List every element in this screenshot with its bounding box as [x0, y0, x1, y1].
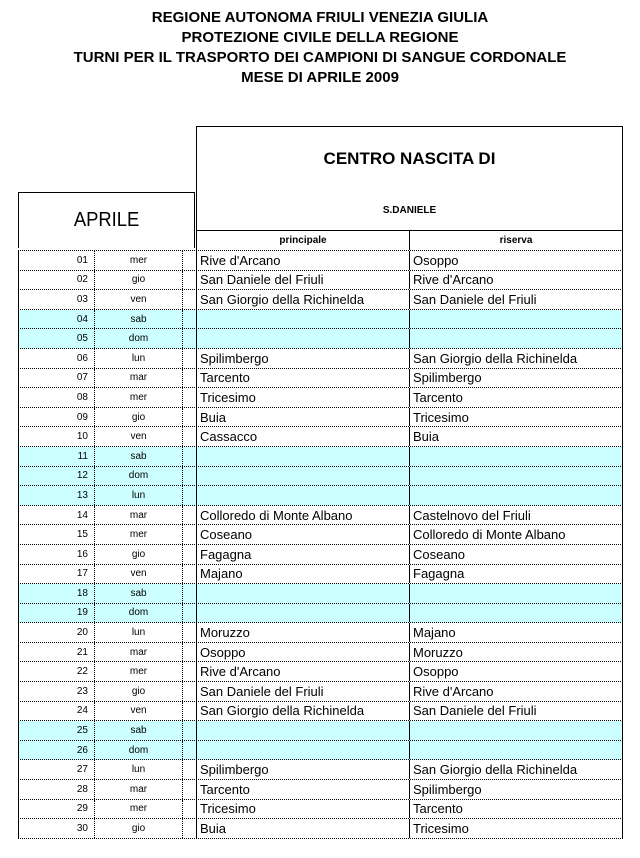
principale-cell: Colloredo di Monte Albano — [196, 506, 409, 525]
day-cell: 02 — [18, 271, 94, 290]
day-cell: 12 — [18, 467, 94, 486]
day-cell: 27 — [18, 760, 94, 779]
principale-cell: San Giorgio della Richinelda — [196, 702, 409, 721]
day-cell: 23 — [18, 682, 94, 701]
table-row — [18, 565, 623, 585]
spacer-cell — [182, 427, 196, 446]
spacer-cell — [182, 525, 196, 544]
day-cell: 05 — [18, 329, 94, 348]
centro-nascita-title: CENTRO NASCITA DI — [323, 149, 496, 168]
weekday-cell: mer — [94, 251, 182, 270]
table-row — [18, 721, 623, 741]
table-row — [18, 760, 623, 780]
weekday-cell: mer — [94, 388, 182, 407]
spacer-cell — [182, 369, 196, 388]
spacer-cell — [182, 290, 196, 309]
spacer-cell — [182, 565, 196, 584]
table-row — [18, 800, 623, 820]
riserva-cell — [409, 584, 623, 603]
weekday-cell: mar — [94, 780, 182, 799]
weekday-cell: gio — [94, 408, 182, 427]
day-cell: 06 — [18, 349, 94, 368]
centro-nascita-header — [196, 126, 623, 230]
weekday-cell: ven — [94, 427, 182, 446]
riserva-cell: Majano — [409, 623, 623, 642]
spacer-cell — [182, 486, 196, 505]
riserva-cell: Tricesimo — [409, 819, 623, 838]
principale-cell: Rive d'Arcano — [196, 251, 409, 270]
table-row — [18, 623, 623, 643]
day-cell: 20 — [18, 623, 94, 642]
spacer-cell — [182, 760, 196, 779]
spacer-cell — [182, 251, 196, 270]
riserva-cell — [409, 721, 623, 740]
weekday-cell: mer — [94, 525, 182, 544]
column-header-principale: principale — [196, 230, 409, 250]
spacer-cell — [182, 467, 196, 486]
table-row — [18, 741, 623, 761]
weekday-cell: dom — [94, 604, 182, 623]
principale-cell: Fagagna — [196, 545, 409, 564]
table-row — [18, 780, 623, 800]
principale-cell — [196, 721, 409, 740]
spacer-cell — [182, 780, 196, 799]
riserva-cell: Coseano — [409, 545, 623, 564]
table-row — [18, 819, 623, 839]
principale-cell: Rive d'Arcano — [196, 662, 409, 681]
riserva-cell: Osoppo — [409, 251, 623, 270]
weekday-cell: mar — [94, 369, 182, 388]
riserva-cell: Moruzzo — [409, 643, 623, 662]
table-row — [18, 329, 623, 349]
table-row — [18, 525, 623, 545]
weekday-cell: sab — [94, 447, 182, 466]
weekday-cell: dom — [94, 329, 182, 348]
table-row — [18, 702, 623, 722]
day-cell: 13 — [18, 486, 94, 505]
weekday-cell: sab — [94, 721, 182, 740]
table-row — [18, 369, 623, 389]
table-row — [18, 584, 623, 604]
riserva-cell: Tarcento — [409, 800, 623, 819]
weekday-cell: ven — [94, 702, 182, 721]
document-header — [0, 8, 640, 88]
header-month-year: MESE DI APRILE 2009 — [241, 69, 399, 86]
day-cell: 17 — [18, 565, 94, 584]
principale-cell: Spilimbergo — [196, 349, 409, 368]
principale-cell: Tricesimo — [196, 388, 409, 407]
day-cell: 01 — [18, 251, 94, 270]
riserva-cell: Rive d'Arcano — [409, 682, 623, 701]
weekday-cell: mar — [94, 506, 182, 525]
spacer-cell — [182, 741, 196, 760]
day-cell: 11 — [18, 447, 94, 466]
weekday-cell: mar — [94, 643, 182, 662]
riserva-cell: Tricesimo — [409, 408, 623, 427]
header-protezione-civile: PROTEZIONE CIVILE DELLA REGIONE — [181, 29, 459, 46]
table-row — [18, 427, 623, 447]
riserva-cell: Castelnovo del Friuli — [409, 506, 623, 525]
principale-cell: Moruzzo — [196, 623, 409, 642]
riserva-cell: San Daniele del Friuli — [409, 290, 623, 309]
principale-cell — [196, 467, 409, 486]
table-row — [18, 447, 623, 467]
principale-cell — [196, 310, 409, 329]
spacer-cell — [182, 643, 196, 662]
table-row — [18, 251, 623, 271]
principale-cell: Coseano — [196, 525, 409, 544]
table-row — [18, 408, 623, 428]
table-row — [18, 545, 623, 565]
riserva-cell — [409, 310, 623, 329]
riserva-cell: Buia — [409, 427, 623, 446]
weekday-cell: ven — [94, 290, 182, 309]
weekday-cell: sab — [94, 310, 182, 329]
riserva-cell — [409, 329, 623, 348]
table-row — [18, 310, 623, 330]
month-header-cell — [18, 192, 195, 248]
spacer-cell — [182, 408, 196, 427]
riserva-cell: Osoppo — [409, 662, 623, 681]
riserva-cell: Rive d'Arcano — [409, 271, 623, 290]
spacer-cell — [182, 604, 196, 623]
spacer-cell — [182, 702, 196, 721]
day-cell: 26 — [18, 741, 94, 760]
day-cell: 30 — [18, 819, 94, 838]
principale-cell: Majano — [196, 565, 409, 584]
principale-cell — [196, 486, 409, 505]
weekday-cell: sab — [94, 584, 182, 603]
table-row — [18, 290, 623, 310]
riserva-cell: Spilimbergo — [409, 369, 623, 388]
spacer-cell — [182, 349, 196, 368]
riserva-cell: Fagagna — [409, 565, 623, 584]
principale-cell: Tarcento — [196, 369, 409, 388]
day-cell: 07 — [18, 369, 94, 388]
table-row — [18, 271, 623, 291]
spacer-cell — [182, 682, 196, 701]
riserva-cell: Spilimbergo — [409, 780, 623, 799]
table-row — [18, 467, 623, 487]
day-cell: 24 — [18, 702, 94, 721]
principale-cell: Buia — [196, 819, 409, 838]
spacer-cell — [182, 721, 196, 740]
day-cell: 18 — [18, 584, 94, 603]
riserva-cell: San Daniele del Friuli — [409, 702, 623, 721]
weekday-cell: lun — [94, 486, 182, 505]
header-turni-title: TURNI PER IL TRASPORTO DEI CAMPIONI DI SANGUE CORDONALE — [73, 49, 567, 66]
weekday-cell: gio — [94, 271, 182, 290]
day-cell: 04 — [18, 310, 94, 329]
principale-cell: San Daniele del Friuli — [196, 271, 409, 290]
day-cell: 03 — [18, 290, 94, 309]
riserva-cell — [409, 467, 623, 486]
weekday-cell: gio — [94, 682, 182, 701]
weekday-cell: mer — [94, 800, 182, 819]
weekday-cell: lun — [94, 760, 182, 779]
principale-cell: Buia — [196, 408, 409, 427]
spacer-cell — [182, 545, 196, 564]
table-row — [18, 682, 623, 702]
day-cell: 25 — [18, 721, 94, 740]
schedule-table — [18, 250, 623, 839]
principale-cell: Tarcento — [196, 780, 409, 799]
weekday-cell: lun — [94, 349, 182, 368]
riserva-cell: Colloredo di Monte Albano — [409, 525, 623, 544]
weekday-cell: gio — [94, 545, 182, 564]
riserva-cell: San Giorgio della Richinelda — [409, 349, 623, 368]
day-cell: 29 — [18, 800, 94, 819]
spacer-cell — [182, 819, 196, 838]
centro-nascita-name: S.DANIELE — [382, 205, 437, 216]
spacer-cell — [182, 800, 196, 819]
principale-cell: Osoppo — [196, 643, 409, 662]
table-row — [18, 349, 623, 369]
table-row — [18, 604, 623, 624]
spacer-cell — [182, 662, 196, 681]
day-cell: 15 — [18, 525, 94, 544]
day-cell: 08 — [18, 388, 94, 407]
weekday-cell: ven — [94, 565, 182, 584]
spacer-cell — [182, 447, 196, 466]
principale-cell: San Daniele del Friuli — [196, 682, 409, 701]
riserva-cell — [409, 447, 623, 466]
day-cell: 14 — [18, 506, 94, 525]
day-cell: 19 — [18, 604, 94, 623]
spacer-cell — [182, 388, 196, 407]
principale-cell — [196, 584, 409, 603]
principale-cell: Cassacco — [196, 427, 409, 446]
table-row — [18, 486, 623, 506]
table-row — [18, 643, 623, 663]
riserva-cell: Tarcento — [409, 388, 623, 407]
spacer-cell — [182, 329, 196, 348]
spacer-cell — [182, 271, 196, 290]
riserva-cell — [409, 604, 623, 623]
day-cell: 09 — [18, 408, 94, 427]
header-region: REGIONE AUTONOMA FRIULI VENEZIA GIULIA — [151, 9, 489, 26]
principale-cell — [196, 741, 409, 760]
weekday-cell: mer — [94, 662, 182, 681]
spacer-cell — [182, 310, 196, 329]
weekday-cell: dom — [94, 467, 182, 486]
weekday-cell: lun — [94, 623, 182, 642]
day-cell: 16 — [18, 545, 94, 564]
riserva-cell: San Giorgio della Richinelda — [409, 760, 623, 779]
weekday-cell: gio — [94, 819, 182, 838]
table-row — [18, 662, 623, 682]
principale-cell — [196, 329, 409, 348]
month-label: APRILE — [73, 209, 140, 231]
principale-cell: Spilimbergo — [196, 760, 409, 779]
principale-cell — [196, 604, 409, 623]
spacer-cell — [182, 506, 196, 525]
column-header-riserva: riserva — [409, 230, 623, 250]
table-row — [18, 506, 623, 526]
spacer-cell — [182, 623, 196, 642]
day-cell: 28 — [18, 780, 94, 799]
spacer-cell — [182, 584, 196, 603]
principale-cell — [196, 447, 409, 466]
weekday-cell: dom — [94, 741, 182, 760]
riserva-cell — [409, 741, 623, 760]
principale-cell: Tricesimo — [196, 800, 409, 819]
day-cell: 21 — [18, 643, 94, 662]
day-cell: 10 — [18, 427, 94, 446]
table-row — [18, 388, 623, 408]
principale-cell: San Giorgio della Richinelda — [196, 290, 409, 309]
day-cell: 22 — [18, 662, 94, 681]
riserva-cell — [409, 486, 623, 505]
